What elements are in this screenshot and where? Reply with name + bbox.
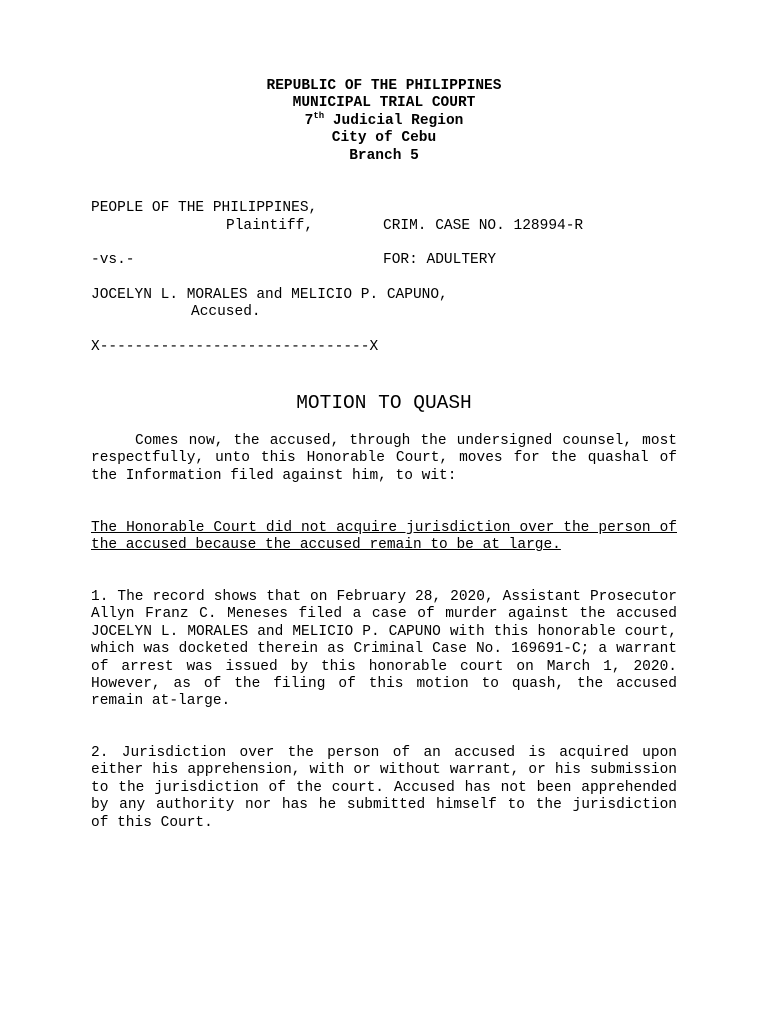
versus-label: -vs.- (91, 252, 135, 268)
caption-city: City of Cebu (331, 130, 437, 147)
document-title: MOTION TO QUASH (296, 392, 472, 414)
plaintiff-name: PEOPLE OF THE PHILIPPINES, (91, 200, 318, 216)
case-number: CRIM. CASE NO. 128994-R (383, 218, 584, 234)
caption-region-suffix: th (313, 110, 325, 121)
offense-label: FOR: ADULTERY (383, 252, 497, 268)
caption-separator: X-------------------------------X (91, 339, 379, 355)
court-caption (0, 78, 768, 165)
caption-region-label: Judicial Region (324, 112, 464, 129)
caption-court: MUNICIPAL TRIAL COURT (292, 95, 476, 112)
intro-paragraph: Comes now, the accused, through the undersigned counsel, most respectfully, unto this Honorable Court, moves for the quashal of the Information filed against him, to wit: (91, 433, 677, 484)
paragraph-1: 1. The record shows that on February 28, 2020, Assistant Prosecutor Allyn Franz C. Meneses filed a case of murder against the accused JOCELYN L. MORALES and MELICIO P. CAPUNO with this honorable court, which was docketed therein as Criminal Case No. 169691-C; a warrant of arrest was issued by this honorable court on March 1, 2020. However, as of the filing of this motion to quash, the accused remain at-large. (91, 589, 677, 710)
ground-heading: The Honorable Court did not acquire jurisdiction over the person of the accused because the accused remain to be at large. (91, 520, 677, 554)
plaintiff-role: Plaintiff, (226, 218, 314, 234)
accused-names: JOCELYN L. MORALES and MELICIO P. CAPUNO, (91, 287, 448, 303)
caption-region (0, 110, 768, 130)
caption-republic: REPUBLIC OF THE PHILIPPINES (266, 78, 502, 94)
paragraph-2: 2. Jurisdiction over the person of an accused is acquired upon either his apprehension, with or without warrant, or his submission to the jurisdiction of the court. Accused has not been apprehended by any authority nor has he submitted himself to the jurisdiction of this Court. (91, 745, 677, 831)
caption-branch: Branch 5 (349, 147, 419, 164)
caption-region-number: 7 (304, 112, 314, 129)
accused-role: Accused. (191, 304, 261, 320)
